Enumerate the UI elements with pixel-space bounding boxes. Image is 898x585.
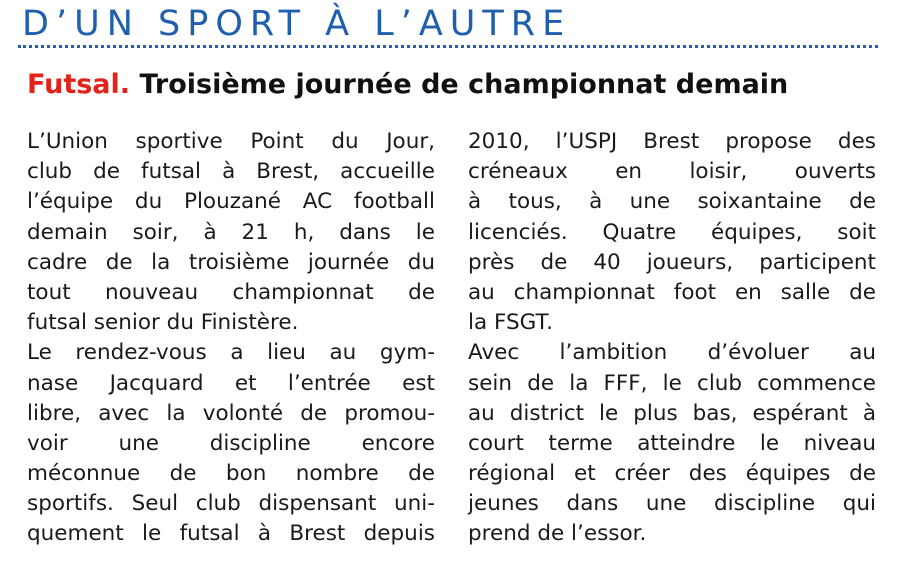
text-line: voir une discipline encore — [27, 430, 435, 456]
article-column-left — [27, 127, 435, 550]
text-line: demain soir, à 21 h, dans le — [27, 219, 435, 245]
text-line: cadre de la troisième journée du — [27, 249, 435, 275]
text-line: 2010, l’USPJ Brest propose des — [468, 129, 876, 154]
section-title: D’UN SPORT À L’AUTRE — [22, 4, 572, 44]
text-line: court terme atteindre le niveau — [468, 430, 876, 456]
text-line: quement le futsal à Brest depuis — [27, 521, 435, 547]
section-divider — [18, 45, 878, 48]
text-line: près de 40 joueurs, participent — [468, 249, 876, 275]
article-headline — [27, 68, 887, 102]
text-line: créneaux en loisir, ouverts — [468, 159, 876, 185]
text-line: régional et créer des équipes de — [468, 461, 876, 487]
headline-kicker: Futsal. — [27, 69, 131, 100]
text-line: Le rendez-vous a lieu au gym- — [27, 340, 435, 366]
article-column-right — [468, 127, 876, 550]
text-line: tout nouveau championnat de — [27, 279, 435, 305]
text-line: au district le plus bas, espérant à — [468, 400, 876, 426]
text-line: la FSGT. — [468, 310, 553, 336]
text-line: prend de l’essor. — [468, 521, 647, 547]
text-line: L’Union sportive Point du Jour, — [27, 129, 435, 154]
headline-text: Troisième journée de championnat demain — [139, 69, 789, 100]
text-line: l’équipe du Plouzané AC football — [27, 189, 435, 215]
text-line: sportifs. Seul club dispensant uni- — [27, 491, 435, 517]
text-line: licenciés. Quatre équipes, soit — [468, 219, 876, 245]
text-line: au championnat foot en salle de — [468, 279, 876, 305]
text-line: Avec l’ambition d’évoluer au — [468, 340, 876, 366]
text-line: nase Jacquard et l’entrée est — [27, 370, 435, 396]
text-line: méconnue de bon nombre de — [27, 461, 435, 487]
text-line: futsal senior du Finistère. — [27, 310, 299, 336]
text-line: libre, avec la volonté de promou- — [27, 400, 435, 426]
text-line: sein de la FFF, le club commence — [468, 370, 876, 396]
text-line: club de futsal à Brest, accueille — [27, 159, 435, 185]
text-line: jeunes dans une discipline qui — [468, 491, 876, 517]
text-line: à tous, à une soixantaine de — [468, 189, 876, 215]
